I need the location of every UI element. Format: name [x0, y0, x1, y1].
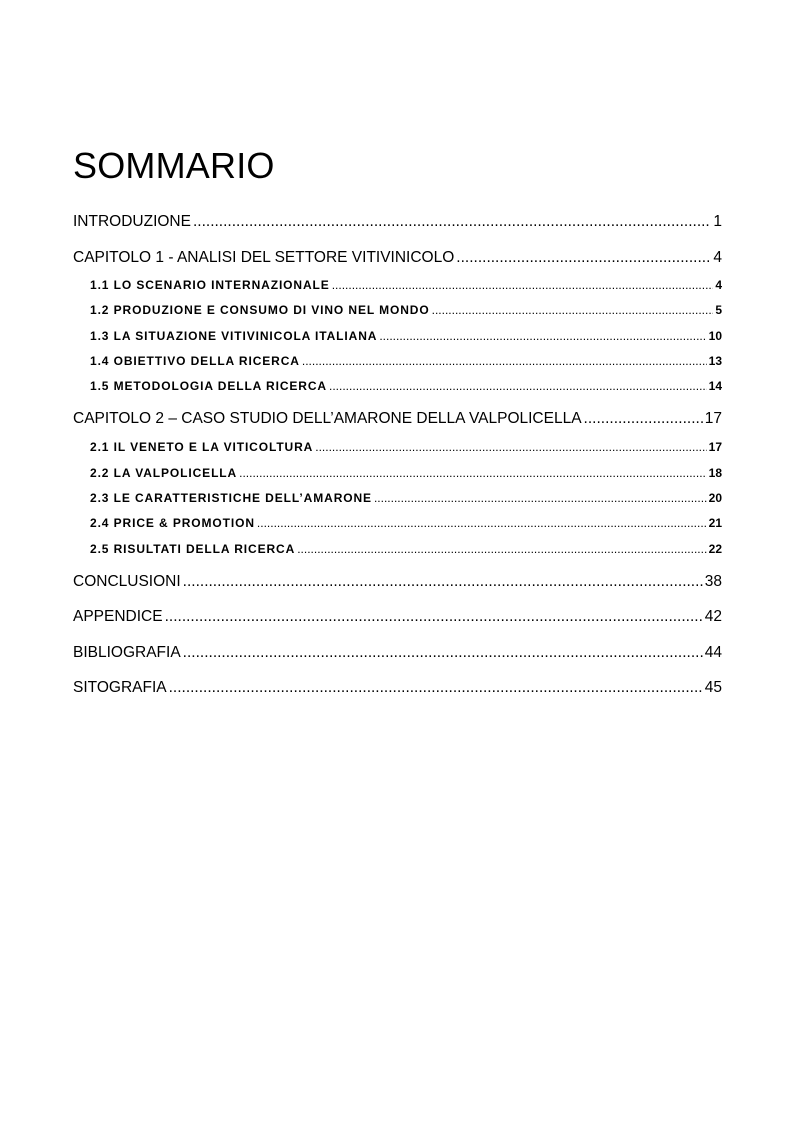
dot-leader — [432, 302, 714, 318]
toc-entry-label: CONCLUSIONI — [73, 573, 181, 590]
dot-leader — [379, 328, 706, 344]
dot-leader — [297, 541, 706, 557]
dot-leader — [302, 353, 707, 369]
toc-entry-label: 2.3 LE CARATTERISTICHE DELL’AMARONE — [90, 491, 372, 505]
toc-entry-label: 2.5 RISULTATI DELLA RICERCA — [90, 542, 296, 556]
toc-entry-page: 14 — [708, 379, 722, 393]
toc-entry-label: 2.1 IL VENETO E LA VITICOLTURA — [90, 440, 314, 454]
dot-leader — [183, 572, 703, 592]
toc-entry-appendice[interactable] — [73, 607, 722, 627]
toc-entry-page: 45 — [704, 679, 722, 696]
toc-entry-page: 18 — [708, 466, 722, 480]
toc-entry-1-4[interactable] — [90, 353, 722, 369]
toc-entry-page: 17 — [704, 410, 722, 427]
toc-entry-page: 13 — [708, 354, 722, 368]
toc-entry-page: 22 — [708, 542, 722, 556]
dot-leader — [329, 378, 707, 394]
toc-entry-1-3[interactable] — [90, 328, 722, 344]
toc-entry-page: 21 — [708, 516, 722, 530]
toc-entry-1-1[interactable] — [90, 277, 722, 293]
dot-leader — [456, 248, 711, 268]
toc-entry-label: 1.1 LO SCENARIO INTERNAZIONALE — [90, 278, 330, 292]
toc-entry-label: 2.2 LA VALPOLICELLA — [90, 466, 238, 480]
toc-entry-label: INTRODUZIONE — [73, 213, 191, 230]
toc-entry-2-4[interactable] — [90, 515, 722, 531]
toc-entry-page: 42 — [704, 608, 722, 625]
dot-leader — [183, 643, 703, 663]
toc-entry-label: CAPITOLO 1 - ANALISI DEL SETTORE VITIVINICOLO — [73, 249, 455, 266]
toc-entry-page: 17 — [708, 440, 722, 454]
toc-entry-introduzione[interactable] — [73, 212, 722, 232]
toc-entry-capitolo-1[interactable] — [73, 248, 722, 268]
toc-entry-page: 20 — [708, 491, 722, 505]
toc-entry-page: 44 — [704, 644, 722, 661]
dot-leader — [193, 212, 711, 232]
toc-entry-label: 1.5 METODOLOGIA DELLA RICERCA — [90, 379, 328, 393]
toc-entry-page: 10 — [708, 329, 722, 343]
toc-entry-1-2[interactable] — [90, 302, 722, 318]
toc-entry-2-2[interactable] — [90, 465, 722, 481]
toc-entry-conclusioni[interactable] — [73, 572, 722, 592]
toc-entry-label: APPENDICE — [73, 608, 163, 625]
toc-entry-page: 4 — [715, 278, 722, 292]
dot-leader — [374, 490, 707, 506]
toc-entry-sitografia[interactable] — [73, 678, 722, 698]
dot-leader — [332, 277, 714, 293]
toc-entry-page: 4 — [713, 249, 722, 266]
toc-entry-page: 38 — [704, 573, 722, 590]
toc-entry-label: SITOGRAFIA — [73, 679, 167, 696]
toc-entry-2-1[interactable] — [90, 439, 722, 455]
toc-entry-1-5[interactable] — [90, 378, 722, 394]
toc-entry-capitolo-2[interactable] — [73, 409, 722, 429]
toc-entry-page: 5 — [715, 303, 722, 317]
toc-entry-2-3[interactable] — [90, 490, 722, 506]
toc-entry-label: 1.2 PRODUZIONE E CONSUMO DI VINO NEL MONDO — [90, 303, 430, 317]
dot-leader — [257, 515, 707, 531]
toc-entry-page: 1 — [713, 213, 722, 230]
toc-entry-label: CAPITOLO 2 – CASO STUDIO DELL’AMARONE DELLA VALPOLICELLA — [73, 410, 582, 427]
dot-leader — [315, 439, 706, 455]
toc-entry-2-5[interactable] — [90, 541, 722, 557]
toc-entry-bibliografia[interactable] — [73, 643, 722, 663]
toc-entry-label: 1.4 OBIETTIVO DELLA RICERCA — [90, 354, 300, 368]
toc-entry-label: 1.3 LA SITUAZIONE VITIVINICOLA ITALIANA — [90, 329, 378, 343]
page-title: SOMMARIO — [73, 145, 275, 186]
dot-leader — [165, 607, 703, 627]
dot-leader — [169, 678, 703, 698]
dot-leader — [584, 409, 703, 429]
toc-entry-label: BIBLIOGRAFIA — [73, 644, 181, 661]
toc-entry-label: 2.4 PRICE & PROMOTION — [90, 516, 255, 530]
dot-leader — [239, 465, 707, 481]
